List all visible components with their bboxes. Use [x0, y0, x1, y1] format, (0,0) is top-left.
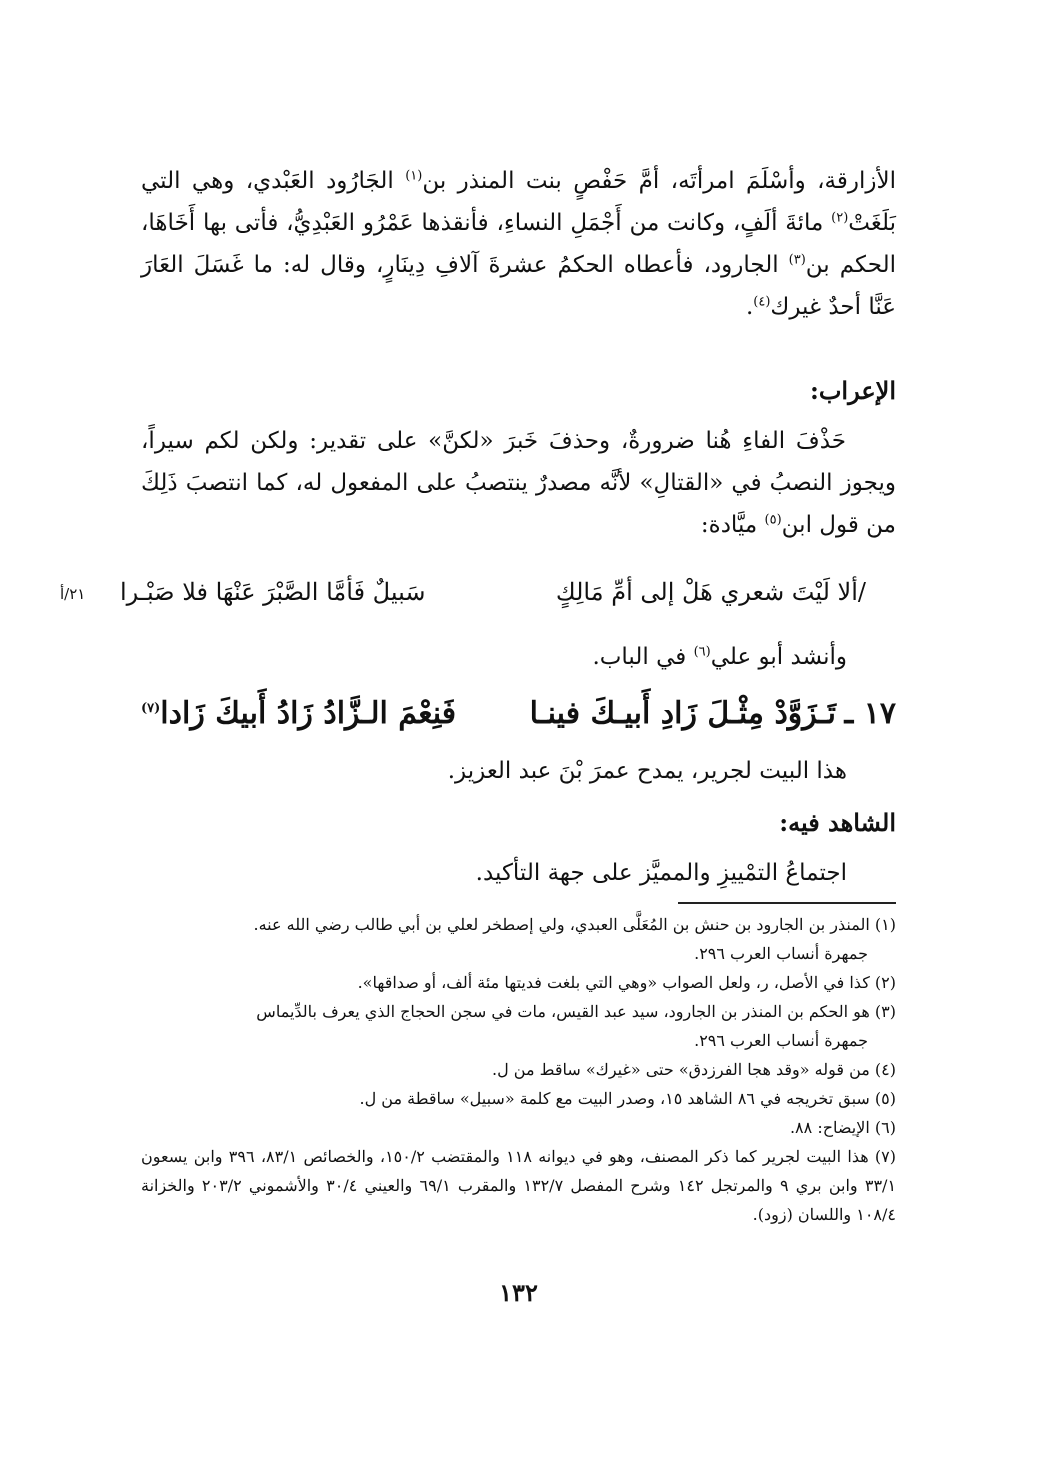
text-run: العَارَ عَنَّا أحدٌ غيرك: [141, 252, 896, 320]
footnote-number: (٣): [874, 1002, 896, 1021]
footnote-text: الإيضاح: ٨٨.: [789, 1118, 870, 1137]
text-run: الأزارقة، وأسْلَمَ امرأتَه، أمَّ حَفْصٍ بنت المنذر بن: [422, 168, 896, 194]
text-run: وأنشد أبو علي: [710, 644, 847, 670]
footnote-number: (٢): [874, 973, 896, 992]
text-run: في الباب.: [592, 644, 687, 670]
poem-line: [60, 572, 896, 612]
footnote-number: (٦): [874, 1118, 896, 1137]
verse-number: ١٧ ـ: [844, 696, 896, 731]
verse-hemistich-second-wrap: [141, 690, 456, 738]
text-run: بَلَغَتْ: [848, 210, 896, 236]
verse-hemistich-second: فَنِعْمَ الـزَّادُ زَادُ أَبيكَ زَادا: [160, 696, 457, 731]
text-run: حَذْفَ الفاءِ هُنا ضرورةٌ، وحذفَ خَبرَ «لكنَّ» على تقدير: ولكن لكم سيراً، ويجوز النصبُ في «القتالِ» لأنَّه مصدرٌ ينتصبُ على المفعول له، كما انتصبَ ذَلِكَ من قول ابن: [141, 428, 896, 538]
footnote-5: [141, 1084, 896, 1113]
heading-shahid: الشاهد فيه:: [779, 808, 896, 837]
shahid-text: اجتماعُ التمْييزِ والمميَّز على جهة التأكيد.: [475, 860, 847, 886]
text-run: مائةَ ألَفٍ، وكانت من أَجْمَلِ النساءِ، فأنقذها عَمْرُو العَبْدِيُّ، فأتى بها: [202, 210, 824, 236]
paragraph-intro-text: [141, 160, 896, 328]
footnote-text: هو الحكم بن المنذر بن الجارود، سيد عبد القيس، مات في سجن الحجاج الذي يعرف بالدِّيماس: [256, 1002, 870, 1021]
verse-17: [141, 690, 896, 738]
verse-note: هذا البيت لجرير، يمدح عمرَ بْنَ عبد العزيز.: [447, 758, 847, 784]
footnote-number: (١): [874, 915, 896, 934]
footnote-1: [141, 910, 896, 968]
footnote-number: (٧): [874, 1147, 897, 1166]
page-number: ١٣٢: [499, 1278, 538, 1307]
text-run: الجَارُود العَبْدي، وهي التي: [141, 168, 394, 194]
text-run: .: [745, 294, 754, 320]
footnote-text: هذا البيت لجرير كما ذكر المصنف، وهو في ديوانه ١١٨ والمقتضب ١٥٠/٢، والخصائص ٨٣/١، ٣٩٦ وابن يسعون ٣٣/١ وابن بري ٩ والمرتجل ١٤٢ وشرح المفصل ١٣٢/٧ والمقرب ٦٩/١ والعيني ٣٠/٤ والأشموني ٢٠٣/٢ والخزانة ١٠٨/٤ واللسان (زود).: [141, 1147, 897, 1224]
footnote-divider: [678, 902, 896, 904]
heading-irab: الإعراب:: [809, 376, 896, 405]
footnote-ref-6[interactable]: (٦): [693, 644, 711, 660]
footnote-text: المنذر بن الجارود بن حنش بن المُعَلَّى العبدي، ولي إصطخر لعلي بن أبي طالب رضي الله عنه.: [253, 915, 870, 934]
footnotes: [141, 910, 896, 1229]
quote-intro: [141, 636, 847, 678]
footnote-ref-4[interactable]: (٤): [753, 294, 771, 310]
footnote-ref-1[interactable]: (١): [405, 168, 423, 184]
footnote-text: كذا في الأصل، ر، ولعل الصواب «وهي التي بلغت فديتها مئة ألف، أو صداقها».: [357, 973, 870, 992]
footnote-6: [141, 1113, 896, 1142]
text-run: ميَّادة:: [700, 512, 758, 538]
footnote-continuation: جمهرة أنساب العرب ٢٩٦.: [694, 1031, 868, 1050]
footnote-ref-5[interactable]: (٥): [764, 512, 782, 528]
footnote-number: (٥): [874, 1089, 896, 1108]
footnote-text: من قوله «وقد هجا الفرزدق» حتى «غيرك» ساقط من ل.: [492, 1060, 870, 1079]
footnote-7: [141, 1142, 896, 1229]
paragraph-intro: [141, 160, 896, 328]
paragraph-irab: [141, 420, 896, 546]
text-run: أَخَاهَا، الحكم بن: [141, 210, 896, 278]
footnote-continuation: جمهرة أنساب العرب ٢٩٦.: [694, 944, 868, 963]
paragraph-irab-text: [141, 420, 896, 546]
text-run: الجارود، فأعطاه الحكمُ عشرةَ آلافِ دِينَارٍ، وقال له: ما غَسَلَ: [193, 252, 779, 278]
footnote-ref-3[interactable]: (٣): [788, 252, 806, 268]
verse-hemistich-first: تَـزَوَّدْ مِثْـلَ زَادِ أَبيـكَ فينـا: [529, 696, 836, 731]
footnote-3: [141, 997, 896, 1055]
footnote-2: [141, 968, 896, 997]
footnote-text: سبق تخريجه في ٨٦ الشاهد ١٥، وصدر البيت مع كلمة «سبيل» ساقطة من ل.: [359, 1089, 870, 1108]
footnote-ref-2[interactable]: (٢): [831, 210, 849, 226]
footnote-ref-7[interactable]: (٧): [141, 701, 161, 716]
margin-reference: ٢١/أ: [60, 585, 86, 603]
footnote-4: [141, 1055, 896, 1084]
footnote-number: (٤): [874, 1060, 896, 1079]
poem-hemistich-second: سَبيلٌ فَأمَّا الصَّبْرَ عَنْهَا فلا صَبْـرا: [120, 578, 426, 606]
poem-hemistich-first: /ألا لَيْتَ شعري هَلْ إلى أمِّ مَالِكٍ: [555, 578, 866, 606]
